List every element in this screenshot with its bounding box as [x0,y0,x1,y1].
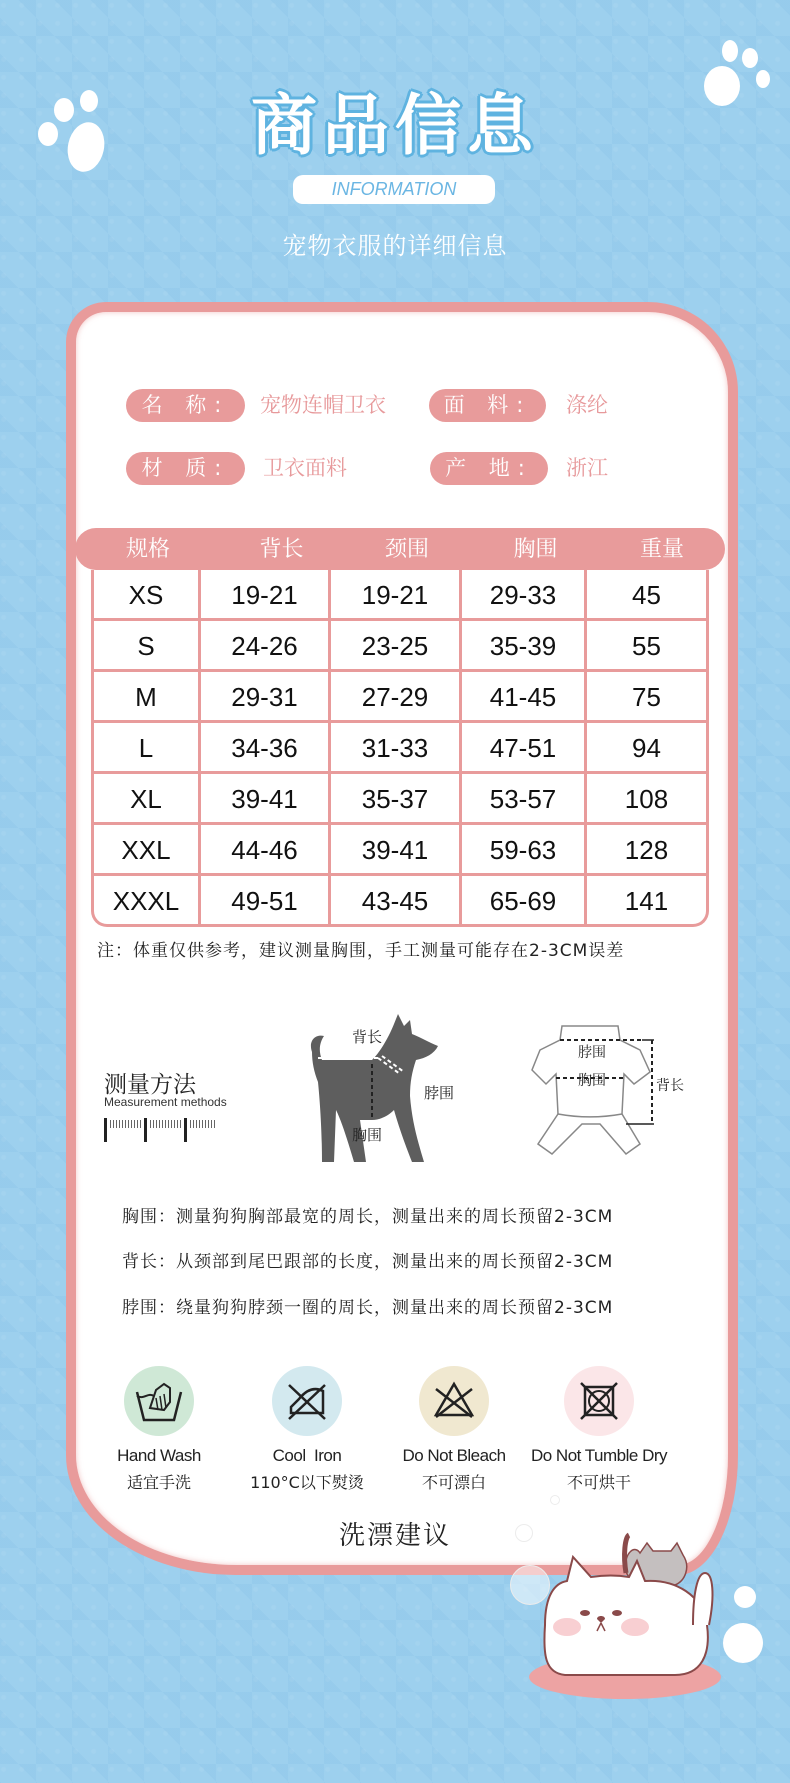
cell-chest: 35-39 [459,621,584,669]
table-row [94,822,706,873]
care-label-cn: 110°C以下熨烫 [250,1473,364,1492]
care-section-title: 洗漂建议 [338,1521,451,1551]
cell-size: XS [128,580,164,610]
shirt-label-chest: 胸围 [578,1073,606,1089]
cat-icon [525,1515,765,1705]
information-badge: INFORMATION [293,175,495,204]
cell-chest: 53-57 [459,774,584,822]
measurement-subtitle: Measurement methods [104,1095,227,1109]
care-label-en: Cool Iron [272,1446,342,1465]
care-item-cool-iron [237,1366,377,1493]
column-header-weight: 重量 [639,537,684,562]
page-subtitle: 宠物衣服的详细信息 [282,232,508,260]
fabric-value: 涤纶 [566,393,608,417]
care-label-cn: 适宜手洗 [126,1473,191,1492]
cell-back-length: 44-46 [198,825,328,873]
size-note: 注：体重仅供参考，建议测量胸围，手工测量可能存在2-3CM误差 [97,941,625,961]
origin-label: 产 地: [430,452,548,485]
cell-weight: 94 [584,723,706,771]
no-tumble-dry-icon [578,1380,620,1422]
instruction-chest: 胸围：测量狗狗胸部最宽的周长，测量出来的周长预留2-3CM [122,1207,614,1227]
page-title: 商品信息 [251,87,539,164]
cell-weight: 55 [584,621,706,669]
cell-chest: 47-51 [459,723,584,771]
table-row [94,570,706,618]
cell-neck: 31-33 [328,723,459,771]
cell-chest: 59-63 [459,825,584,873]
column-header-chest: 胸围 [513,537,558,562]
cell-chest: 41-45 [459,672,584,720]
bubble-decoration [550,1495,560,1505]
cell-back-length: 24-26 [198,621,328,669]
cell-weight: 108 [584,774,706,822]
cell-back-length: 19-21 [198,570,328,618]
cell-neck: 35-37 [328,774,459,822]
shirt-label-back: 背长 [656,1078,684,1094]
cell-size: XXXL [112,886,180,916]
care-item-no-bleach [384,1366,524,1493]
cell-neck: 27-29 [328,672,459,720]
care-label-en: Do Not Tumble Dry [530,1446,668,1465]
cell-weight: 45 [584,570,706,618]
cat-illustration [525,1515,765,1705]
hand-wash-icon [134,1378,184,1424]
cell-size: M [135,682,157,712]
instruction-neck: 脖围：绕量狗狗脖颈一圈的周长，测量出来的周长预留2-3CM [122,1298,614,1318]
cell-neck: 39-41 [328,825,459,873]
table-row [94,873,706,924]
cell-chest: 29-33 [459,570,584,618]
shirt-label-neck: 脖围 [578,1045,606,1061]
cell-weight: 75 [584,672,706,720]
column-header-neck: 颈围 [384,537,429,562]
cell-back-length: 39-41 [198,774,328,822]
care-item-hand-wash [89,1366,229,1493]
cell-chest: 65-69 [459,876,584,924]
no-bleach-icon [432,1381,476,1421]
table-row [94,618,706,669]
table-row [94,771,706,822]
dog-measurement-diagram [300,1012,470,1167]
instruction-back-length: 背长：从颈部到尾巴跟部的长度，测量出来的周长预留2-3CM [122,1252,614,1272]
care-label-cn: 不可烘干 [566,1473,631,1492]
care-label-en: Do Not Bleach [402,1446,506,1465]
product-name-label: 名 称: [126,389,245,422]
cell-back-length: 29-31 [198,672,328,720]
ruler-icon [104,1118,224,1142]
cell-weight: 128 [584,825,706,873]
dog-label-chest: 胸围 [352,1126,383,1144]
cell-back-length: 34-36 [198,723,328,771]
care-label-en: Hand Wash [117,1446,201,1465]
care-item-no-tumble-dry [529,1366,669,1493]
cell-size: L [138,733,154,763]
cell-weight: 141 [584,876,706,924]
column-header-size: 规格 [125,537,170,562]
cell-size: XL [130,784,162,814]
cell-size: XXL [121,835,171,865]
table-row [94,669,706,720]
product-name-value: 宠物连帽卫衣 [260,393,386,417]
cell-neck: 43-45 [328,876,459,924]
table-row [94,720,706,771]
cell-neck: 19-21 [328,570,459,618]
dog-label-back: 背长 [352,1028,383,1046]
column-header-back-length: 背长 [259,537,304,562]
cell-back-length: 49-51 [198,876,328,924]
measurement-title: 测量方法 [104,1072,196,1098]
care-label-cn: 不可漂白 [421,1473,486,1492]
size-table [91,570,709,927]
cell-neck: 23-25 [328,621,459,669]
origin-value: 浙江 [566,456,608,480]
cell-size: S [137,631,155,661]
material-value: 卫衣面料 [263,456,347,480]
material-label: 材 质: [126,452,245,485]
shirt-measurement-diagram [530,1020,690,1165]
fabric-label: 面 料: [429,389,546,422]
cool-iron-icon [285,1381,329,1421]
dog-label-neck: 脖围 [424,1084,455,1102]
size-table-header [75,528,725,570]
